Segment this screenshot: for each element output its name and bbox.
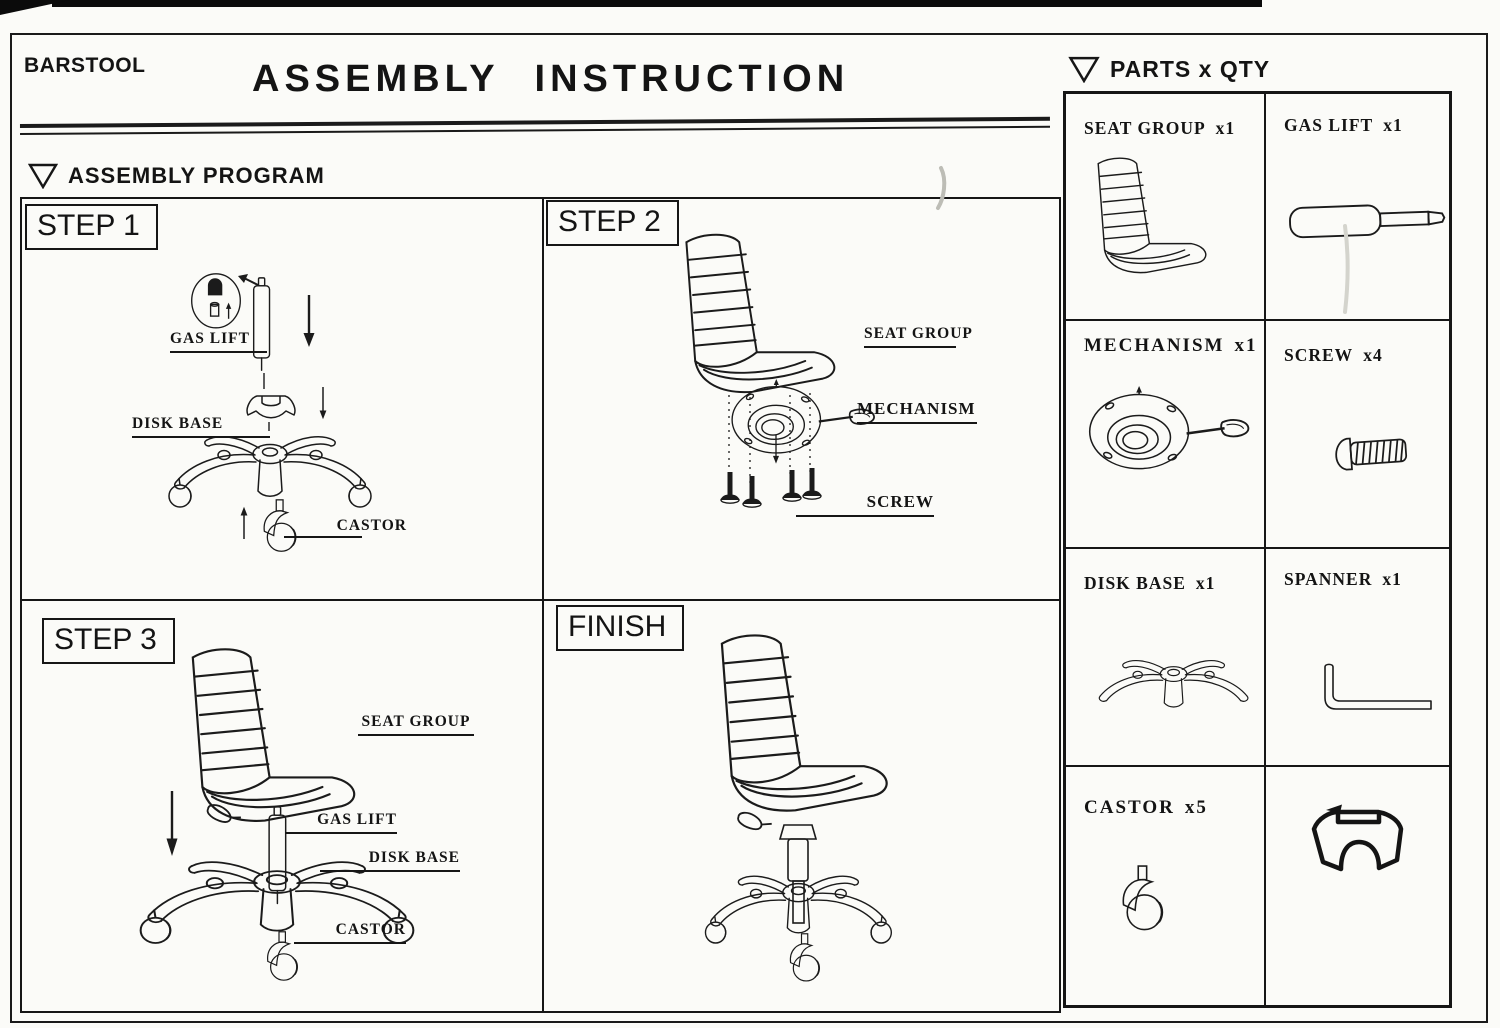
part-cell-gas-lift: [1266, 94, 1449, 321]
parts-table: [1063, 91, 1452, 1008]
finish-panel: [544, 601, 1059, 1009]
product-name: BARSTOOL: [24, 54, 146, 77]
part-label: CASTOR x5: [1084, 797, 1208, 818]
step2-label: STEP 2: [546, 200, 679, 246]
part-cell-screw: [1266, 321, 1449, 549]
plastic-cup-drawing: [1290, 795, 1420, 900]
finish-label: FINISH: [556, 605, 684, 651]
finished-chair-drawing: [544, 601, 1059, 1009]
assembly-program-heading: [28, 163, 325, 189]
triangle-icon: [28, 163, 58, 189]
parts-qty-heading: [1068, 56, 1270, 83]
step3-callout-gas-lift: GAS LIFT: [285, 811, 397, 834]
step1-exploded-base-drawing: [22, 199, 540, 597]
step1-label: STEP 1: [25, 204, 158, 250]
screw-drawing: [1316, 419, 1436, 481]
parts-qty-label: PARTS x QTY: [1110, 56, 1271, 82]
part-cell-disk-base: [1066, 549, 1266, 767]
scan-edge-artifact: [52, 0, 1262, 7]
step2-callout-seat-group: SEAT GROUP: [864, 325, 956, 348]
assembly-steps-grid: [20, 197, 1061, 1013]
step1-panel: [22, 199, 542, 599]
step2-callout-mechanism: MECHANISM: [857, 399, 977, 424]
part-cell-castor: [1066, 767, 1266, 1005]
part-cell-plastic-cup: [1266, 767, 1449, 1005]
step1-callout-gas-lift: GAS LIFT: [170, 330, 267, 353]
part-cell-seat-group: [1066, 94, 1266, 321]
step3-seat-to-base-drawing: [22, 601, 542, 1009]
part-label: SEAT GROUP x1: [1084, 118, 1236, 138]
part-label: GAS LIFT x1: [1284, 115, 1403, 135]
disk-base-drawing: [1074, 647, 1269, 742]
part-label: SPANNER x1: [1284, 569, 1402, 589]
step3-panel: [22, 601, 542, 1009]
mechanism-drawing: [1076, 376, 1266, 484]
step2-panel: [544, 199, 1059, 599]
step2-seat-mechanism-drawing: [544, 199, 1059, 597]
step3-label: STEP 3: [42, 618, 175, 664]
castor-drawing: [1104, 859, 1179, 944]
step1-callout-castor: CASTOR: [336, 517, 407, 534]
assembly-program-label: ASSEMBLY PROGRAM: [68, 163, 325, 188]
spanner-drawing: [1298, 654, 1448, 719]
part-cell-mechanism: [1066, 321, 1266, 549]
gas-lift-drawing: [1276, 192, 1456, 252]
step2-callout-screw: SCREW: [796, 492, 934, 517]
seat-group-drawing: [1088, 152, 1263, 312]
page-title: ASSEMBLY INSTRUCTION: [252, 58, 850, 100]
part-cell-spanner: [1266, 549, 1449, 767]
step3-callout-castor: CASTOR: [294, 921, 406, 944]
step1-callout-disk-base: DISK BASE: [132, 415, 270, 438]
triangle-icon: [1068, 56, 1100, 83]
part-label: MECHANISM x1: [1084, 335, 1258, 356]
scan-corner-artifact: [0, 0, 70, 15]
part-label: DISK BASE x1: [1084, 573, 1216, 593]
step3-callout-disk-base: DISK BASE: [320, 849, 460, 872]
part-label: SCREW x4: [1284, 345, 1383, 365]
step3-callout-seat-group: SEAT GROUP: [358, 713, 474, 736]
